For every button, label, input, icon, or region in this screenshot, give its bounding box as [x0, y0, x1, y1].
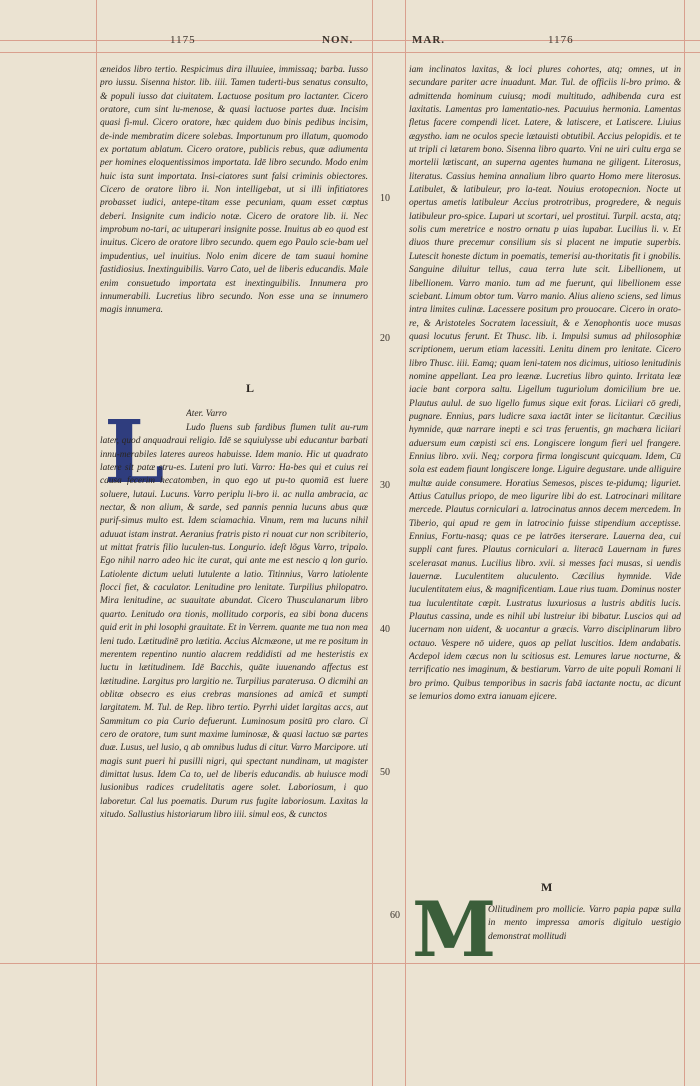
left-entries-l: Ludo fluens sub fardibus flumen tulit au-rum later, quod anquadraui religio. Idē se squiulysse ubi educantur barbati innu-merabiles lateres aureos habuisse. Idem manio. Hic ut quadrato latere sit patæ stru-es. Luteni pro luti. Varro: Ha-bes qui et cuius rei causa fecerim hecatomben, in quo ego ut pu-to quomiā est luere soluere, lutaui. Lucuns. Varro periplu li-bro ii. ac nulla ambracia, ac nectar, & non alium, & sarde, sed pannis pennia lucuns abus quæ purif-simus multo est. Idem sciamachia. Vinum, rem ma lucuns nihil aduuat istam instrat. Aeranius fratris pisto ri nouat cur non scribiterio, ut mittat fratris filio luculen-tus. Longurio. ideſt lõgus Varro, tripalo. Ego nihil narro adeo hic ite curat, qui ante me est nescio q lon gurio. Latiolente dictum ueluti lutulente a latio. Titinnius, Varro latiolente flocci fiet, & caculator. Lenitudine pro lenitate. Turpilius philopatro. Mira lenitudine, ac suauitate abundat. Cicero Thusculanarum libro quarto. Lenitudo ora tionis, mollitudo corporis, ea sibi bona ducens quid erit in phi losophi grauitate. Et in Verrem. quante me tua non mea leni tudo. Lætitudinē pro lætitia. Accius Alcmæone, ut me re positum in merentem repentino nuntio alacrem reddidisti ad me hesteristis ex luctu in lætitudinem. Idē Bacchis, quāte iuuenando affectus est lætitudine. Largitus pro largitio ne. Turpilius paraterusa. O dicmihi an oblitæ obsecro es eius crebras mansiones ad amicā et sumpti largitatem. M. Tul. de Rep. libro tertio. Pyrrhi uidet largitas accs, aut Sammitum co pia Curio defuerunt. Luminosum positū pro claro. Ci cero de oratore, tum sunt maxime luminosæ, & quasi lactuo sæ partes duæ. Lusus, uel lusio, q ab omnibus ludus di citur. Varro Marcipore. uti magis sunt pueri hi pusilli nigri, qui spectant nundinam, ut magister dimittat lusus. Idem Ca to, uel de liberis educandis. ab huiusce modi lusionibus radices crudelitatis agere solet. Laboriosum, i quo laboretur. Cal lus poematis. Durum rus fugite laboriosum. Laxitas la xitudo. Sallustius historiarum libro iiii. simul eos, & cunctos [100, 423, 368, 820]
line-number-60: 60 [390, 910, 400, 921]
left-entries-k: æneidos libro tertio. Respicimus dira illuuiee, immissaq; barba. Iusso pro iussu. Sisenna histor. lib. iiii. Tamen tuderti-bus senatus consulto, & populi iusso dat ciuitatem. Lactuose positum pro lactanter. Cicero oratore, cum sint lu-menose, & quasi lactuose partes duæ. Incisim quasi fi-mul. Cicero oratore, hæc quidem duo binis pedibus incisim, de-inde membratim dicere solebas. Importunum pro illatum, quomodo ex portatum ablatum. Cicero oratore, publicis rebus, quæ adiumenta per homines eloquentissimos importata. Idē libro secundo. Modo enim huic ista sunt importata. Insi-ciatores sunt falsi criminis obiectores. Cicero de oratore libro ii. Non intelligebat, ut si illi infitiatores probasset iudici, antepe-titam esse pecuniam, quam esset cœptus deberi. Insignite cum indicio notæ. Cicero de oratore lib. ii. Nec improbum no-tari, ac uituperari insignite posse. Inuitus ab eo quod est inuitus. Cicero de oratore libro secundo. quem ego Paulo scie-bam uel impudentius, uel inuitius. Nolo enim dicere de tam suaui homine fastidiosius. Inextinguibilis. Varro Cato, uel de liberis educandis. Male enim consuetudo importata est inextinguibilis. Innumera pro innumerabili. Lucretius libro secundo. Non esse una se innumero magis innumera. [100, 65, 368, 316]
running-head-right: MAR. [412, 34, 446, 46]
bottom-rule [0, 963, 700, 964]
running-head-left: NON. [322, 34, 354, 46]
page-number-left: 1175 [170, 34, 196, 46]
line-number-20: 20 [380, 333, 390, 344]
line-number-10: 10 [380, 193, 390, 204]
left-margin-rule [96, 0, 97, 1086]
right-entries-l: iam inclinatos laxitas, & loci plures cohortes, atq; omnes, ut in secundare pariter acre inuadunt. Mar. Tul. de officiis li-bro primo. & admittenda hominum cuiusq; modi multitudo, adhibenda cura est laxitatis. Lamentas pro lamentatio-nes. Pacuuius hermonia. Lamentas fletus facere compendi licet. Latere, & latiscere, et Latiscere. Liuius ægystho. iam ne oculos specie lætauisti obtutibil. Accius pelopidis. et te ut tripli ci lætarem bono. Sisenna libro quarto. Vni ne uiri cultu erga se mortelii lætiscant, an superna agentes humana ne giligent. Literosus, literatus. Cassius hemina annalium libro quarto Homo mere literosus. Latibulet, & latibuleur, pro la-teat. Nouius erotopecnion. Nocte ut opertus ametis latibuleur Accius protrotribus, progredere, & neguis latibuleur pro-spice. Lupari ut scortari, uel prostitui. Turpil. acsta, atq; solis cum meretrice e nostro ornatu p uias lupabar. Lucilius li. v. Et diuos thure precemur consilium sis si placent ne imputie superbis. Lutescit honeste dictum in poematis, temerisi au-thoritatis fit i gnobilis. Sanguine diluitur tellus, caua terra lute scit. Libellionem, ut libellionem. Varro manio. tum ad me fuerunt, qui libellionem esse sciebant. Limum obtor tum. Varro manio. Alius alieno sciens, sed limus intra limites culinæ. Lacessere positum pro prouocare. Cicero in orato-re, & Aristoteles Socratem lacessiuit, & e Xenophontis uoce musas quasi locutus ferunt. Et Thusc. lib. i. Impulsi sumus ad philosophiæ scriptionem, uerum etiam lacessiti. Lenitu dinem pro lenitate. Cicero libro Thusc. iiii. Eamq; quam leni-tatem nos dicimus, uitioso lenitudinis nomine appellant. Lea pro leænæ. Lucretius libro quinto. Irritata leæ iacie bant corpora saltu. Ligellum tuguriolum domicilium bre ue. Plautus aulul. de suo ligello fumus sique exit foras. Liciiari cō gredi, pugnare. Ennius, pars ludicre saxa iactāt inter se licitantur. Cæcilius hymnide, quæ narrare inepti e sci tras feruentis, gn machæra liciiari aduersum eum cœpisti sci ens. Longiscere longum fieri uel frangere. Ennius libro. xvii. Neq; corpora firma longiscunt quicquam. Idem, Cū sola est eadem fiaunt longiscere longe. Liguire degustare. unde alliguire multæ auide consumere. Horatius Semesos, pisces te-pidumq; liguriet. Attius Catullus priopo, de meo ligurire libi do est. Latrocinari militare mercede. Plautus corniculari a. latrocinatus annos decem mercedem. In Tiberio, qui apud re gem in latrocinio fuisse stipendium acceptisse. Ennius, Fortu-nasq; quas ce pe latrōes iterserare. Lauerna dea, cui suppli cant fures. Plautus corniculari a. literacā Lauernam in fures scelerasat manus. Lucilius libro. xvii. si messes faci musas, si uendis lauernæ. Luculentitem aluculento. Cæcilius hymnide. Vide luculentitatem eius, & magnificentiam. Laue rius tuam. Dominus noster tua luculentitate cœpit. Lustratus luxuriosus a lustris abditis lucis. Plautus cassina, unde es nihil ubi lustreiur ibi bibatur. Luscios qui ad lucernam non uident, & uocantur a græcis. Varro disciplinarum libro octauo. Vespere nō uidere, quos ap pellat luscitios. Idem andabatis. Acdepol idem cæcus non lu scitiosus est. Lemures larue nocturne, & terrificatio nes imaginum, & bestiarum. Varro de uite populi Romani li bro primo. Quibus temporibus in sacris fabā iactante noctu, ac dicunt se lemurios domo extra ianuam ejicere. [409, 65, 681, 703]
drop-cap-l: L [104, 402, 165, 503]
right-entries-m: Ollitudinem pro mollicie. Varro papia papæ sulla in mento impressa amoris digitulo uestigio demonstrat mollitudi [488, 905, 681, 942]
gutter-rule-left [372, 0, 373, 1086]
left-entry-ater: Ater. Varro [186, 409, 227, 419]
right-column-text-bottom [488, 904, 681, 960]
left-column-text-top [100, 64, 368, 367]
gutter-rule-right [405, 0, 406, 1086]
left-column-lead [186, 408, 368, 422]
left-column-text-bottom [100, 422, 368, 952]
section-letter-l: L [246, 381, 255, 395]
right-margin-rule [684, 0, 685, 1086]
drop-cap-m: M [412, 885, 497, 974]
right-column-text-top [409, 64, 681, 859]
line-number-40: 40 [380, 624, 390, 635]
line-number-50: 50 [380, 767, 390, 778]
line-number-30: 30 [380, 480, 390, 491]
header-rule [0, 52, 700, 53]
section-letter-m: M [541, 880, 553, 894]
page-number-right: 1176 [548, 34, 574, 46]
